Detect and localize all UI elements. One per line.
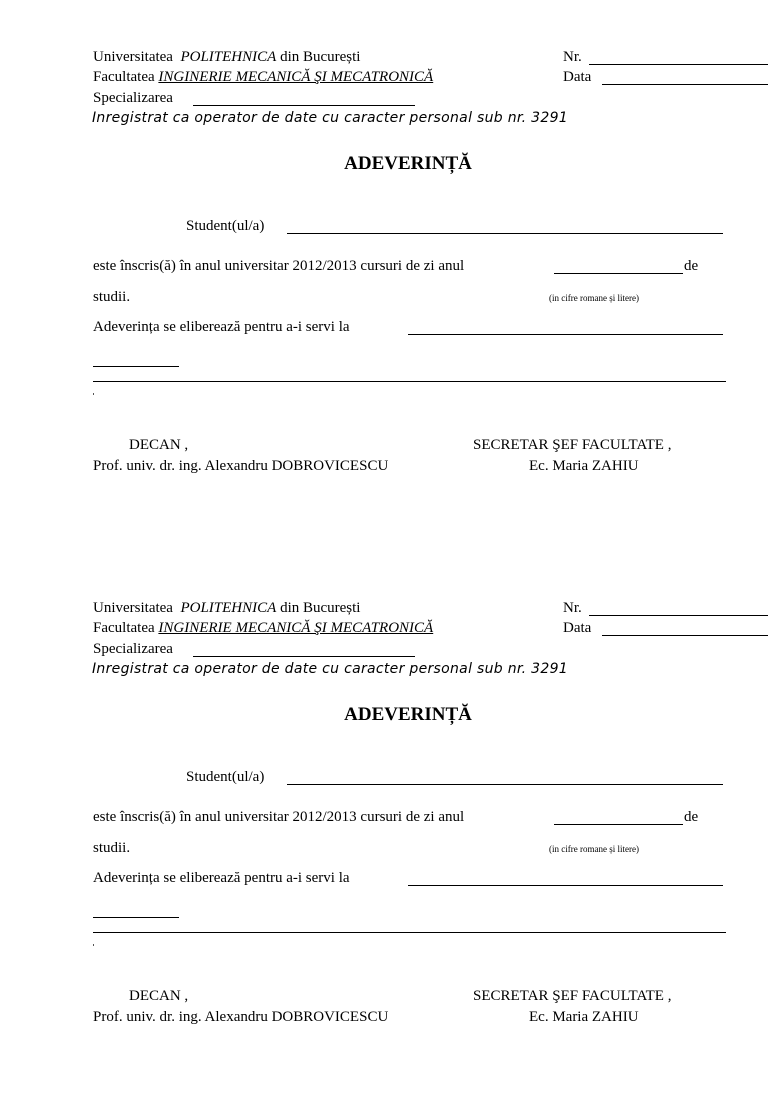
nr-label: Nr. bbox=[563, 600, 582, 616]
separator-mark bbox=[93, 393, 94, 395]
date-field[interactable] bbox=[602, 635, 768, 636]
nr-field[interactable] bbox=[589, 615, 768, 616]
date-label: Data bbox=[563, 69, 592, 85]
purpose-extra-line[interactable] bbox=[93, 381, 726, 382]
document-title: ADEVERINȚĂ bbox=[344, 153, 472, 174]
faculty-name: INGINERIE MECANICĂ ŞI MECATRONICĂ bbox=[158, 69, 434, 85]
purpose-label: Adeverința se eliberează pentru a-i servi la bbox=[93, 870, 350, 886]
dean-name: Prof. univ. dr. ing. Alexandru DOBROVICESCU bbox=[93, 458, 389, 474]
university-line: Universitatea POLITEHNICA din București bbox=[93, 600, 361, 616]
year-hint: (in cifre romane și litere) bbox=[549, 844, 639, 854]
purpose-field-continued[interactable] bbox=[93, 917, 179, 918]
specialization-field[interactable] bbox=[193, 105, 415, 106]
certificate-form-bottom bbox=[0, 551, 768, 1103]
secretary-title: SECRETAR ŞEF FACULTATE , bbox=[473, 437, 672, 453]
faculty-line: Facultatea INGINERIE MECANICĂ ŞI MECATRONICĂ bbox=[93, 620, 434, 636]
de-label: de bbox=[684, 809, 699, 825]
purpose-field-continued[interactable] bbox=[93, 366, 179, 367]
student-name-field[interactable] bbox=[287, 233, 723, 234]
secretary-name: Ec. Maria ZAHIU bbox=[529, 1009, 639, 1025]
registration-note: Inregistrat ca operator de date cu caracter personal sub nr. 3291 bbox=[92, 661, 568, 677]
purpose-field[interactable] bbox=[408, 334, 723, 335]
de-label: de bbox=[684, 258, 699, 274]
registration-note: Inregistrat ca operator de date cu caracter personal sub nr. 3291 bbox=[92, 110, 568, 126]
purpose-field[interactable] bbox=[408, 885, 723, 886]
year-hint: (in cifre romane și litere) bbox=[549, 293, 639, 303]
enrolled-text: este înscris(ă) în anul universitar 2012/2013 cursuri de zi anul bbox=[93, 258, 465, 274]
university-name: POLITEHNICA bbox=[180, 49, 277, 65]
university-name: POLITEHNICA bbox=[180, 600, 277, 616]
secretary-name: Ec. Maria ZAHIU bbox=[529, 458, 639, 474]
purpose-label: Adeverința se eliberează pentru a-i servi la bbox=[93, 319, 350, 335]
date-label: Data bbox=[563, 620, 592, 636]
study-year-field[interactable] bbox=[554, 824, 683, 825]
dean-title: DECAN , bbox=[129, 988, 189, 1004]
enrolled-text: este înscris(ă) în anul universitar 2012/2013 cursuri de zi anul bbox=[93, 809, 465, 825]
student-label: Student(ul/a) bbox=[186, 769, 265, 785]
faculty-name: INGINERIE MECANICĂ ŞI MECATRONICĂ bbox=[158, 620, 434, 636]
dean-title: DECAN , bbox=[129, 437, 189, 453]
document-title: ADEVERINȚĂ bbox=[344, 704, 472, 725]
student-name-field[interactable] bbox=[287, 784, 723, 785]
studii-label: studii. bbox=[93, 840, 131, 856]
specialization-label: Specializarea bbox=[93, 641, 173, 657]
secretary-title: SECRETAR ŞEF FACULTATE , bbox=[473, 988, 672, 1004]
specialization-field[interactable] bbox=[193, 656, 415, 657]
purpose-extra-line[interactable] bbox=[93, 932, 726, 933]
specialization-label: Specializarea bbox=[93, 90, 173, 106]
university-line: Universitatea POLITEHNICA din București bbox=[93, 49, 361, 65]
separator-mark bbox=[93, 944, 94, 946]
studii-label: studii. bbox=[93, 289, 131, 305]
dean-name: Prof. univ. dr. ing. Alexandru DOBROVICESCU bbox=[93, 1009, 389, 1025]
date-field[interactable] bbox=[602, 84, 768, 85]
nr-field[interactable] bbox=[589, 64, 768, 65]
student-label: Student(ul/a) bbox=[186, 218, 265, 234]
study-year-field[interactable] bbox=[554, 273, 683, 274]
nr-label: Nr. bbox=[563, 49, 582, 65]
faculty-line: Facultatea INGINERIE MECANICĂ ŞI MECATRONICĂ bbox=[93, 69, 434, 85]
